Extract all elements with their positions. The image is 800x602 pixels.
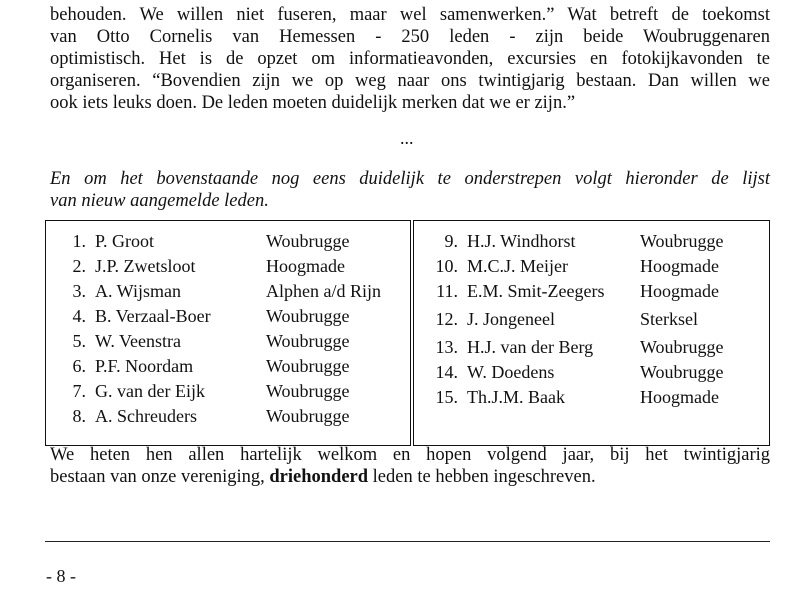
member-name: A. Schreuders (95, 406, 197, 426)
member-num: 13. (435, 337, 458, 357)
member-num: 12. (435, 309, 458, 329)
member-row (414, 229, 769, 254)
member-name: E.M. Smit-Zeegers (467, 281, 605, 301)
member-name: P. Groot (95, 231, 155, 251)
member-row (414, 335, 769, 360)
member-num: 8. (72, 406, 86, 426)
ellipsis: ... (400, 128, 414, 148)
page-number: - 8 - (46, 566, 76, 586)
intro-line: organiseren. “Bovendien zijn we op weg naar ons twintigjarig bestaan. Dan willen we (50, 71, 770, 91)
member-num: 7. (72, 381, 86, 401)
member-list-left (45, 220, 411, 446)
member-name: Th.J.M. Baak (467, 387, 565, 407)
member-place: Woubrugge (640, 337, 724, 357)
intro-line: behouden. We willen niet fuseren, maar wel samenwerken.” Wat betreft de toekomst (50, 5, 770, 25)
member-name: H.J. van der Berg (467, 337, 594, 357)
member-place: Alphen a/d Rijn (266, 281, 381, 301)
member-target-count: driehonderd (269, 467, 369, 487)
member-row (46, 404, 410, 429)
member-num: 10. (435, 256, 458, 276)
member-row (414, 279, 769, 304)
member-place: Woubrugge (266, 356, 350, 376)
intro-paragraph (50, 4, 770, 114)
member-num: 14. (435, 362, 458, 382)
member-place: Woubrugge (266, 406, 350, 426)
intro-line: ook iets leuks doen. De leden moeten duidelijk merken dat we er zijn.” (50, 93, 576, 113)
member-num: 4. (72, 306, 86, 326)
member-row (46, 279, 410, 304)
member-place: Sterksel (640, 309, 698, 329)
member-place: Woubrugge (640, 231, 724, 251)
member-row (46, 379, 410, 404)
member-row (414, 254, 769, 279)
member-list-right (413, 220, 770, 446)
member-num: 11. (436, 281, 458, 301)
closing-line (50, 466, 770, 488)
member-name: M.C.J. Meijer (467, 256, 568, 276)
member-row (414, 360, 769, 385)
footer-rule (45, 541, 770, 542)
member-num: 3. (72, 281, 86, 301)
member-name: H.J. Windhorst (467, 231, 576, 251)
member-num: 5. (72, 331, 86, 351)
member-row (414, 385, 769, 410)
member-place: Hoogmade (640, 387, 719, 407)
member-place: Hoogmade (266, 256, 345, 276)
member-place: Hoogmade (640, 281, 719, 301)
member-name: J.P. Zwetsloot (95, 256, 196, 276)
closing-text: bestaan van onze vereniging, (50, 467, 265, 487)
member-place: Hoogmade (640, 256, 719, 276)
closing-text: leden te hebben ingeschreven. (372, 467, 596, 487)
lead-paragraph (50, 168, 770, 212)
member-place: Woubrugge (266, 331, 350, 351)
member-num: 2. (72, 256, 86, 276)
member-row (46, 254, 410, 279)
member-name: W. Veenstra (95, 331, 181, 351)
closing-paragraph (50, 444, 770, 488)
intro-line: optimistisch. Het is de opzet om informatieavonden, excursies en fotokijkavonden te (50, 49, 770, 69)
member-place: Woubrugge (266, 381, 350, 401)
member-name: A. Wijsman (95, 281, 181, 301)
member-name: B. Verzaal-Boer (95, 306, 211, 326)
member-num: 6. (72, 356, 86, 376)
member-row (46, 329, 410, 354)
member-name: J. Jongeneel (467, 309, 555, 329)
lead-line: van nieuw aangemelde leden. (50, 191, 269, 211)
member-num: 15. (435, 387, 458, 407)
member-row (414, 307, 769, 332)
member-place: Woubrugge (266, 306, 350, 326)
closing-line: We heten hen allen hartelijk welkom en hopen volgend jaar, bij het twintigjarig (50, 445, 770, 465)
lead-line: En om het bovenstaande nog eens duidelijk te onderstrepen volgt hieronder de lijst (50, 169, 770, 189)
member-place: Woubrugge (640, 362, 724, 382)
member-num: 1. (72, 231, 86, 251)
member-place: Woubrugge (266, 231, 350, 251)
member-num: 9. (444, 231, 458, 251)
member-row (46, 229, 410, 254)
member-row (46, 354, 410, 379)
member-name: G. van der Eijk (95, 381, 205, 401)
member-name: P.F. Noordam (95, 356, 194, 376)
member-name: W. Doedens (467, 362, 555, 382)
member-row (46, 304, 410, 329)
intro-line: van Otto Cornelis van Hemessen - 250 leden - zijn beide Woubruggenaren (50, 27, 770, 47)
